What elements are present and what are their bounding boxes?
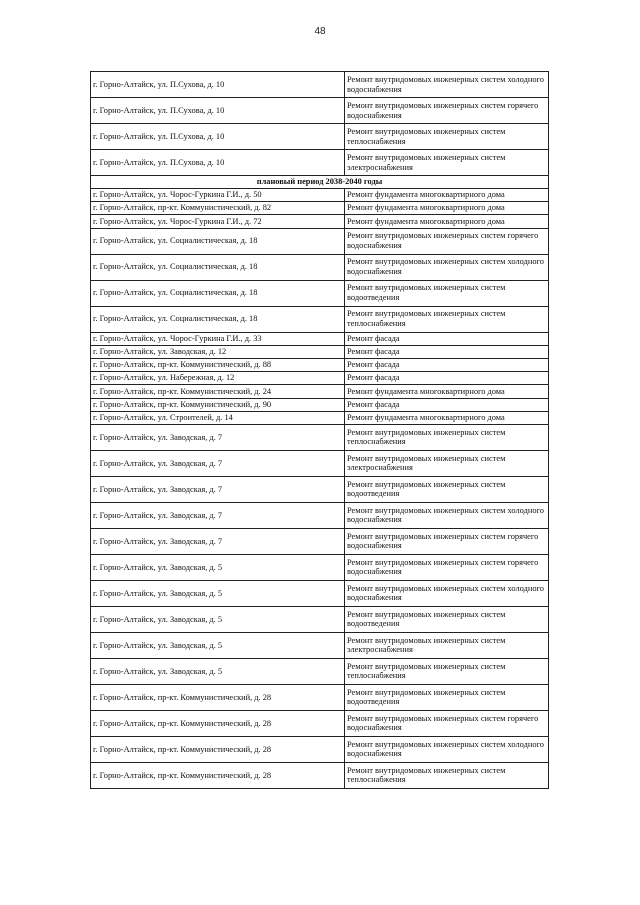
work-type-cell: Ремонт внутридомовых инженерных систем горячего водоснабжения xyxy=(345,98,549,124)
address-cell: г. Горно-Алтайск, ул. Заводская, д. 12 xyxy=(91,345,345,358)
address-cell: г. Горно-Алтайск, ул. Строителей, д. 14 xyxy=(91,411,345,424)
work-type-cell: Ремонт внутридомовых инженерных систем холодного водоснабжения xyxy=(345,580,549,606)
work-type-cell: Ремонт внутридомовых инженерных систем теплоснабжения xyxy=(345,424,549,450)
address-cell: г. Горно-Алтайск, ул. Заводская, д. 5 xyxy=(91,606,345,632)
table-row xyxy=(91,189,549,202)
table-row xyxy=(91,358,549,371)
table-row xyxy=(91,72,549,98)
address-cell: г. Горно-Алтайск, ул. Социалистическая, д. 18 xyxy=(91,228,345,254)
address-cell: г. Горно-Алтайск, пр-кт. Коммунистический, д. 88 xyxy=(91,358,345,371)
work-type-cell: Ремонт фасада xyxy=(345,345,549,358)
address-cell: г. Горно-Алтайск, пр-кт. Коммунистический, д. 24 xyxy=(91,385,345,398)
work-type-cell: Ремонт фундамента многоквартирного дома xyxy=(345,411,549,424)
work-type-cell: Ремонт фасада xyxy=(345,358,549,371)
address-cell: г. Горно-Алтайск, пр-кт. Коммунистический, д. 28 xyxy=(91,710,345,736)
table-row xyxy=(91,411,549,424)
work-type-cell: Ремонт внутридомовых инженерных систем горячего водоснабжения xyxy=(345,554,549,580)
address-cell: г. Горно-Алтайск, ул. Социалистическая, д. 18 xyxy=(91,280,345,306)
work-type-cell: Ремонт внутридомовых инженерных систем теплоснабжения xyxy=(345,658,549,684)
address-cell: г. Горно-Алтайск, ул. Заводская, д. 7 xyxy=(91,528,345,554)
address-cell: г. Горно-Алтайск, ул. П.Сухова, д. 10 xyxy=(91,150,345,176)
work-type-cell: Ремонт фасада xyxy=(345,372,549,385)
address-cell: г. Горно-Алтайск, пр-кт. Коммунистический, д. 28 xyxy=(91,736,345,762)
address-cell: г. Горно-Алтайск, ул. Заводская, д. 7 xyxy=(91,502,345,528)
table-row xyxy=(91,98,549,124)
address-cell: г. Горно-Алтайск, ул. Заводская, д. 5 xyxy=(91,554,345,580)
address-cell: г. Горно-Алтайск, ул. Заводская, д. 5 xyxy=(91,632,345,658)
address-cell: г. Горно-Алтайск, ул. Заводская, д. 5 xyxy=(91,580,345,606)
work-type-cell: Ремонт внутридомовых инженерных систем электроснабжения xyxy=(345,632,549,658)
table-row xyxy=(91,306,549,332)
address-cell: г. Горно-Алтайск, ул. Чорос-Гуркина Г.И., д. 72 xyxy=(91,215,345,228)
address-cell: г. Горно-Алтайск, ул. Чорос-Гуркина Г.И., д. 50 xyxy=(91,189,345,202)
table-row xyxy=(91,762,549,788)
table-row xyxy=(91,606,549,632)
address-cell: г. Горно-Алтайск, ул. П.Сухова, д. 10 xyxy=(91,124,345,150)
table-row xyxy=(91,580,549,606)
address-cell: г. Горно-Алтайск, ул. Заводская, д. 7 xyxy=(91,476,345,502)
table-row xyxy=(91,554,549,580)
address-cell: г. Горно-Алтайск, ул. Социалистическая, д. 18 xyxy=(91,306,345,332)
address-cell: г. Горно-Алтайск, пр-кт. Коммунистический, д. 82 xyxy=(91,202,345,215)
work-type-cell: Ремонт внутридомовых инженерных систем холодного водоснабжения xyxy=(345,736,549,762)
address-cell: г. Горно-Алтайск, пр-кт. Коммунистический, д. 90 xyxy=(91,398,345,411)
work-type-cell: Ремонт внутридомовых инженерных систем теплоснабжения xyxy=(345,306,549,332)
work-type-cell: Ремонт фасада xyxy=(345,332,549,345)
repair-works-table xyxy=(90,71,549,789)
table-row xyxy=(91,476,549,502)
table-body xyxy=(91,72,549,789)
work-type-cell: Ремонт внутридомовых инженерных систем горячего водоснабжения xyxy=(345,528,549,554)
work-type-cell: Ремонт фундамента многоквартирного дома xyxy=(345,202,549,215)
table-row xyxy=(91,528,549,554)
table-row xyxy=(91,424,549,450)
table-row xyxy=(91,280,549,306)
table-row xyxy=(91,150,549,176)
address-cell: г. Горно-Алтайск, ул. Чорос-Гуркина Г.И., д. 33 xyxy=(91,332,345,345)
work-type-cell: Ремонт фасада xyxy=(345,398,549,411)
table-row xyxy=(91,632,549,658)
address-cell: г. Горно-Алтайск, ул. Заводская, д. 7 xyxy=(91,424,345,450)
table-row xyxy=(91,124,549,150)
address-cell: г. Горно-Алтайск, ул. Заводская, д. 5 xyxy=(91,658,345,684)
address-cell: г. Горно-Алтайск, пр-кт. Коммунистический, д. 28 xyxy=(91,762,345,788)
work-type-cell: Ремонт внутридомовых инженерных систем горячего водоснабжения xyxy=(345,710,549,736)
address-cell: г. Горно-Алтайск, ул. Набережная, д. 12 xyxy=(91,372,345,385)
work-type-cell: Ремонт фундамента многоквартирного дома xyxy=(345,385,549,398)
work-type-cell: Ремонт фундамента многоквартирного дома xyxy=(345,189,549,202)
table-row xyxy=(91,450,549,476)
work-type-cell: Ремонт внутридомовых инженерных систем водоотведения xyxy=(345,280,549,306)
work-type-cell: Ремонт фундамента многоквартирного дома xyxy=(345,215,549,228)
work-type-cell: Ремонт внутридомовых инженерных систем водоотведения xyxy=(345,606,549,632)
table-row xyxy=(91,372,549,385)
work-type-cell: Ремонт внутридомовых инженерных систем теплоснабжения xyxy=(345,762,549,788)
address-cell: г. Горно-Алтайск, ул. Социалистическая, д. 18 xyxy=(91,254,345,280)
work-type-cell: Ремонт внутридомовых инженерных систем холодного водоснабжения xyxy=(345,254,549,280)
address-cell: г. Горно-Алтайск, ул. П.Сухова, д. 10 xyxy=(91,72,345,98)
table-row xyxy=(91,736,549,762)
table-row xyxy=(91,658,549,684)
table-row xyxy=(91,385,549,398)
work-type-cell: Ремонт внутридомовых инженерных систем водоотведения xyxy=(345,684,549,710)
work-type-cell: Ремонт внутридомовых инженерных систем электроснабжения xyxy=(345,150,549,176)
table-row xyxy=(91,502,549,528)
table-row xyxy=(91,215,549,228)
address-cell: г. Горно-Алтайск, ул. Заводская, д. 7 xyxy=(91,450,345,476)
address-cell: г. Горно-Алтайск, пр-кт. Коммунистический, д. 28 xyxy=(91,684,345,710)
table-row xyxy=(91,254,549,280)
work-type-cell: Ремонт внутридомовых инженерных систем холодного водоснабжения xyxy=(345,502,549,528)
table-row xyxy=(91,684,549,710)
table-row xyxy=(91,345,549,358)
table-row xyxy=(91,398,549,411)
table-row xyxy=(91,202,549,215)
work-type-cell: Ремонт внутридомовых инженерных систем горячего водоснабжения xyxy=(345,228,549,254)
page-number: 48 xyxy=(314,26,326,37)
work-type-cell: Ремонт внутридомовых инженерных систем электроснабжения xyxy=(345,450,549,476)
table-row xyxy=(91,710,549,736)
work-type-cell: Ремонт внутридомовых инженерных систем холодного водоснабжения xyxy=(345,72,549,98)
table-row xyxy=(91,228,549,254)
table-row xyxy=(91,332,549,345)
work-type-cell: Ремонт внутридомовых инженерных систем теплоснабжения xyxy=(345,124,549,150)
section-title: плановый период 2038-2040 годы xyxy=(91,176,549,189)
section-header-row xyxy=(91,176,549,189)
work-type-cell: Ремонт внутридомовых инженерных систем водоотведения xyxy=(345,476,549,502)
address-cell: г. Горно-Алтайск, ул. П.Сухова, д. 10 xyxy=(91,98,345,124)
